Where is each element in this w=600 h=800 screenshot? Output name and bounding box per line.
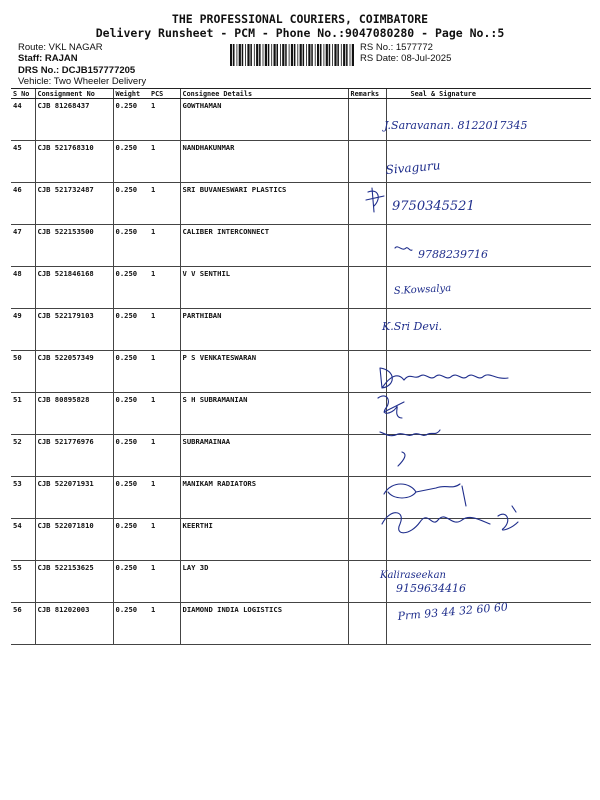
signature-45: Sivaguru [385, 158, 441, 177]
remarks-cell [348, 267, 386, 309]
remarks-cell [348, 477, 386, 519]
remarks-cell [348, 183, 386, 225]
table-row [11, 393, 591, 435]
weight-cell: 0.250 [113, 267, 149, 309]
remarks-cell [348, 99, 386, 141]
table-header-row [11, 89, 591, 99]
consignee-name: S H SUBRAMANIAN [180, 393, 348, 435]
table-row [11, 603, 591, 645]
weight-cell: 0.250 [113, 393, 149, 435]
consignee-name: DIAMOND INDIA LOGISTICS [180, 603, 348, 645]
consignment-number: CJB 81202003 [35, 603, 113, 645]
sno-cell: 48 [11, 267, 35, 309]
table-row [11, 309, 591, 351]
pcs-cell: 1 [149, 309, 180, 351]
pcs-cell: 1 [149, 603, 180, 645]
pcs-cell: 1 [149, 477, 180, 519]
sno-cell: 47 [11, 225, 35, 267]
pcs-cell: 1 [149, 99, 180, 141]
signature-55a: Kaliraseekan [380, 570, 447, 581]
consignment-number: CJB 522057349 [35, 351, 113, 393]
table-row [11, 477, 591, 519]
consignee-name: MANIKAM RADIATORS [180, 477, 348, 519]
sno-cell: 51 [11, 393, 35, 435]
sno-cell: 45 [11, 141, 35, 183]
sno-cell: 46 [11, 183, 35, 225]
signature-44: J.Saravanan. 8122017345 [384, 119, 528, 132]
pcs-cell: 1 [149, 141, 180, 183]
signature-cell [386, 309, 591, 351]
sno-cell: 56 [11, 603, 35, 645]
sno-cell: 54 [11, 519, 35, 561]
table-row [11, 225, 591, 267]
col-sno: S No [11, 89, 35, 99]
signature-cell [386, 435, 591, 477]
table-row [11, 99, 591, 141]
table-row [11, 267, 591, 309]
consignee-name: NANDHAKUNMAR [180, 141, 348, 183]
consignment-number: CJB 521846168 [35, 267, 113, 309]
weight-cell: 0.250 [113, 603, 149, 645]
pcs-cell: 1 [149, 183, 180, 225]
signature-cell [386, 603, 591, 645]
sno-cell: 52 [11, 435, 35, 477]
col-consignee: Consignee Details [180, 89, 348, 99]
consignee-name: GOWTHAMAN [180, 99, 348, 141]
pcs-cell: 1 [149, 351, 180, 393]
consignment-number: CJB 521732487 [35, 183, 113, 225]
weight-cell: 0.250 [113, 309, 149, 351]
consignee-name: V V SENTHIL [180, 267, 348, 309]
remarks-cell [348, 141, 386, 183]
signature-cell [386, 561, 591, 603]
sno-cell: 50 [11, 351, 35, 393]
sno-cell: 44 [11, 99, 35, 141]
pcs-cell: 1 [149, 393, 180, 435]
weight-cell: 0.250 [113, 435, 149, 477]
signature-cell [386, 267, 591, 309]
sno-cell: 49 [11, 309, 35, 351]
signature-47: 9788239716 [418, 248, 488, 261]
table-row [11, 351, 591, 393]
col-signature: Seal & Signature [386, 89, 591, 99]
table-row [11, 561, 591, 603]
col-pcs: PCS [149, 89, 180, 99]
consignment-number: CJB 80895828 [35, 393, 113, 435]
col-consignment: Consignment No [35, 89, 113, 99]
consignee-name: P S VENKATESWARAN [180, 351, 348, 393]
signature-56: Prm 93 44 32 60 60 [397, 600, 509, 623]
consignee-name: LAY 3D [180, 561, 348, 603]
consignment-number: CJB 521768310 [35, 141, 113, 183]
pcs-cell: 1 [149, 225, 180, 267]
consignee-name: PARTHIBAN [180, 309, 348, 351]
barcode-image [230, 44, 356, 66]
consignment-number: CJB 522071931 [35, 477, 113, 519]
pcs-cell: 1 [149, 519, 180, 561]
remarks-cell [348, 561, 386, 603]
remarks-cell [348, 309, 386, 351]
col-remarks: Remarks [348, 89, 386, 99]
weight-cell: 0.250 [113, 225, 149, 267]
staff-label: Staff: RAJAN [18, 53, 78, 64]
weight-cell: 0.250 [113, 477, 149, 519]
rs-number: RS No.: 1577772 [360, 42, 433, 53]
consignment-number: CJB 81268437 [35, 99, 113, 141]
col-weight: Weight [113, 89, 149, 99]
remarks-cell [348, 351, 386, 393]
pcs-cell: 1 [149, 267, 180, 309]
pcs-cell: 1 [149, 561, 180, 603]
consignment-number: CJB 521776976 [35, 435, 113, 477]
consignee-name: SUBRAMAINAA [180, 435, 348, 477]
remarks-cell [348, 393, 386, 435]
signature-cell [386, 183, 591, 225]
signature-49: K.Sri Devi. [382, 320, 443, 333]
runsheet-subtitle: Delivery Runsheet - PCM - Phone No.:9047080280 - Page No.:5 [95, 26, 505, 40]
company-title: THE PROFESSIONAL COURIERS, COIMBATORE [171, 12, 429, 26]
consignment-number: CJB 522153625 [35, 561, 113, 603]
pcs-cell: 1 [149, 435, 180, 477]
consignment-number: CJB 522179103 [35, 309, 113, 351]
signature-cell [386, 477, 591, 519]
consignee-name: SRI BUVANESWARI PLASTICS [180, 183, 348, 225]
consignee-name: KEERTHI [180, 519, 348, 561]
table-row [11, 183, 591, 225]
remarks-cell [348, 603, 386, 645]
signature-cell [386, 351, 591, 393]
remarks-cell [348, 225, 386, 267]
signature-cell [386, 225, 591, 267]
runsheet-table [11, 88, 591, 645]
consignee-name: CALIBER INTERCONNECT [180, 225, 348, 267]
consignment-number: CJB 522153500 [35, 225, 113, 267]
weight-cell: 0.250 [113, 351, 149, 393]
signature-55b: 9159634416 [396, 582, 466, 595]
signature-cell [386, 519, 591, 561]
signature-48: S.Kowsalya [393, 283, 452, 297]
weight-cell: 0.250 [113, 561, 149, 603]
weight-cell: 0.250 [113, 141, 149, 183]
signature-46: 9750345521 [392, 199, 475, 214]
signature-cell [386, 393, 591, 435]
sno-cell: 55 [11, 561, 35, 603]
weight-cell: 0.250 [113, 183, 149, 225]
table-row [11, 435, 591, 477]
drs-number: DRS No.: DCJB157777205 [18, 65, 136, 76]
vehicle-label: Vehicle: Two Wheeler Delivery [18, 76, 147, 87]
weight-cell: 0.250 [113, 99, 149, 141]
signature-cell [386, 141, 591, 183]
route-label: Route: VKL NAGAR [18, 42, 103, 53]
rs-date: RS Date: 08-Jul-2025 [360, 53, 452, 64]
remarks-cell [348, 435, 386, 477]
sno-cell: 53 [11, 477, 35, 519]
weight-cell: 0.250 [113, 519, 149, 561]
table-row [11, 141, 591, 183]
signature-cell [386, 99, 591, 141]
table-row [11, 519, 591, 561]
consignment-number: CJB 522071810 [35, 519, 113, 561]
remarks-cell [348, 519, 386, 561]
